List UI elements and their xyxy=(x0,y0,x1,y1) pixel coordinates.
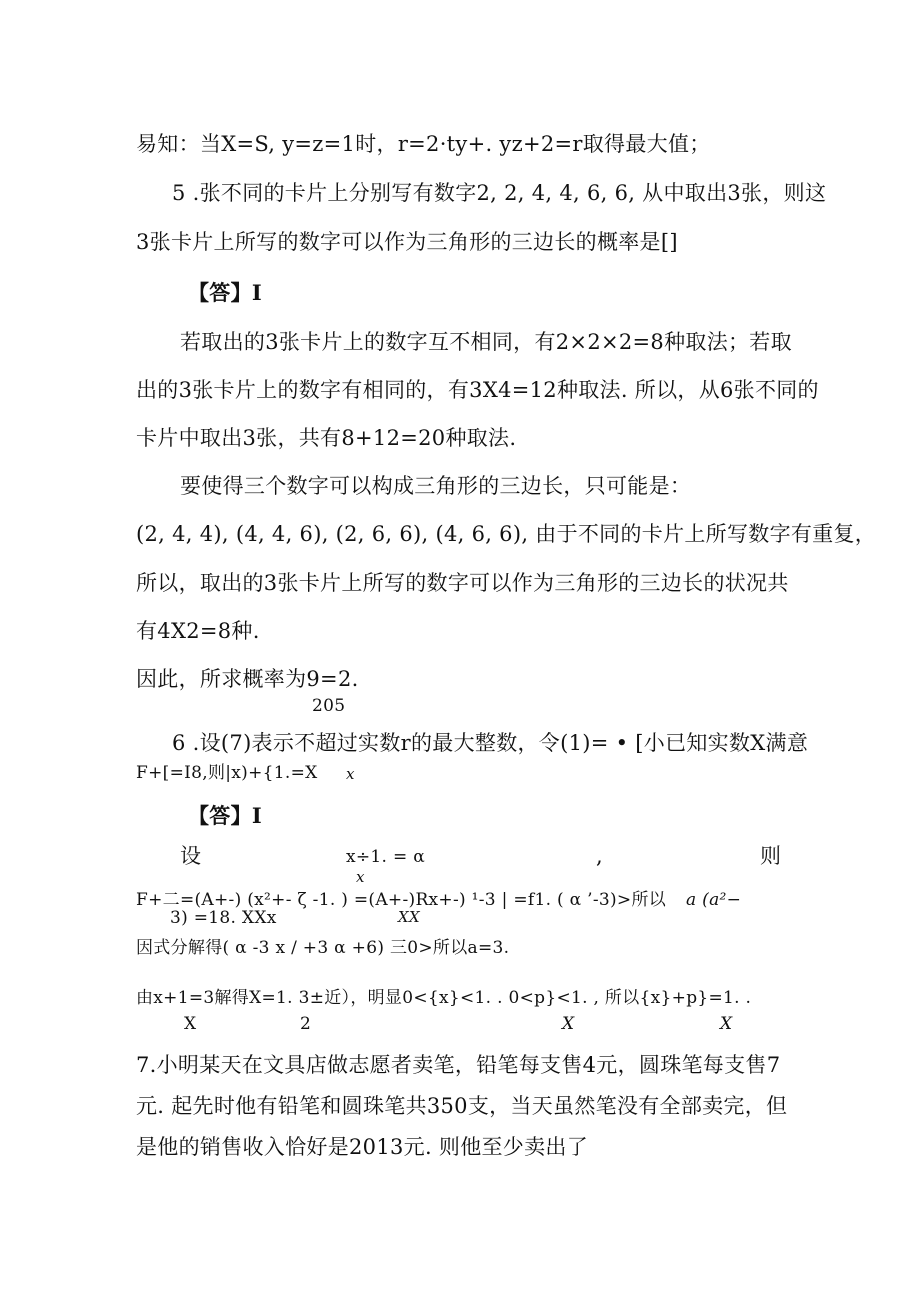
solution-6-result-sub-1: X xyxy=(184,1014,197,1034)
solution-5-conclusion: 因此，所求概率为9=2. xyxy=(136,667,359,691)
fraction-denominator: 205 xyxy=(312,696,346,716)
solution-6-result-sub-3: X xyxy=(562,1014,575,1034)
solution-6-result-sub-4: X xyxy=(720,1014,733,1034)
solution-5-line-6: 所以，取出的3张卡片上所写的数字可以作为三角形的三边长的状况共 xyxy=(136,571,789,595)
solution-5-line-4: 要使得三个数字可以构成三角形的三边长，只可能是： xyxy=(180,474,692,498)
answer-label-5: 【答】I xyxy=(188,280,263,305)
question-6-subscript: x xyxy=(346,765,355,783)
solution-6-let: 设 xyxy=(180,844,202,868)
question-7-line-1: 7.小明某天在文具店做志愿者卖笔，铅笔每支售4元，圆珠笔每支售7 xyxy=(136,1053,781,1077)
question-5-line-1: 5 .张不同的卡片上分别写有数字2, 2, 4, 4, 6, 6, 从中取出3张，则这 xyxy=(172,181,827,205)
question-5-line-2: 3张卡片上所写的数字可以作为三角形的三边长的概率是[] xyxy=(136,230,678,254)
solution-6-result-sub-2: 2 xyxy=(300,1014,312,1034)
solution-5-line-5: (2, 4, 4), (4, 4, 6), (2, 6, 6), (4, 6, 6), 由于不同的卡片上所写数字有重复， xyxy=(136,522,877,546)
solution-6-comma: , xyxy=(596,844,603,868)
solution-6-equation-2: 3) =18. XXx xyxy=(170,908,277,928)
solution-6-then: 则 xyxy=(760,844,782,868)
question-6-line-2: F+[=I8,则|x)+{1.=X xyxy=(136,763,318,783)
solution-6-sub-x: x xyxy=(356,868,365,886)
solution-6-result: 由x+1=3解得X=1. 3±近），明显0<{x}<1. . 0<p}<1. , 所以{x}+p}=1. . xyxy=(136,988,752,1008)
solution-5-line-7: 有4X2=8种. xyxy=(136,619,260,643)
solution-6-equation-2-sub: XX xyxy=(398,908,420,926)
solution-6-substitution: x÷1. = α xyxy=(346,847,425,867)
solution-6-factorization: 因式分解得( α -3 x / +3 α +6) 三0>所以a=3. xyxy=(136,938,510,958)
question-7-line-3: 是他的销售收入恰好是2013元. 则他至少卖出了 xyxy=(136,1135,588,1159)
line-1: 易知：当X=S, y=z=1时，r=2·ty+. yz+2=r取得最大值； xyxy=(136,132,711,156)
solution-5-line-1: 若取出的3张卡片上的数字互不相同，有2×2×2=8种取法；若取 xyxy=(180,330,792,354)
solution-6-equation-1: F+二=(A+-) (x²+- ζ -1. ) =(A+-)Rx+-) ¹-3 | =f1. ( α ’-3)>所以 xyxy=(136,890,667,910)
question-6-line-1: 6 .设(7)表示不超过实数r的最大整数，令(1)= • [小已知实数X满意 xyxy=(172,731,809,755)
solution-5-line-2: 出的3张卡片上的数字有相同的，有3X4=12种取法. 所以，从6张不同的 xyxy=(136,378,819,402)
answer-label-6: 【答】I xyxy=(188,803,263,828)
solution-6-equation-1-tail: a (a²− xyxy=(686,890,742,910)
solution-5-line-3: 卡片中取出3张，共有8+12=20种取法. xyxy=(136,426,517,450)
question-7-line-2: 元. 起先时他有铅笔和圆珠笔共350支，当天虽然笔没有全部卖完，但 xyxy=(136,1094,788,1118)
